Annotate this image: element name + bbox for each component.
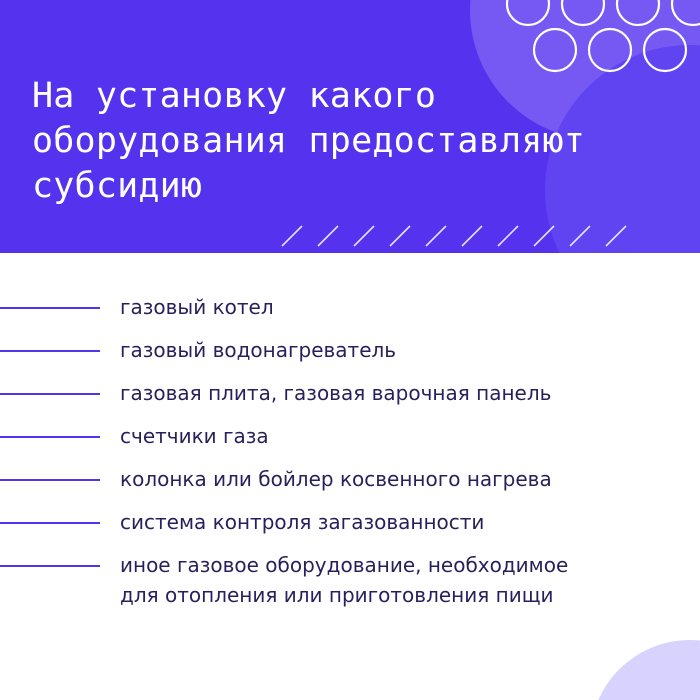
list-item-label: газовый водонагреватель xyxy=(120,338,397,362)
list-item-label: колонка или бойлер косвенного нагрева xyxy=(120,467,552,491)
decor-bottom-circle xyxy=(590,640,700,700)
list-item-label: система контроля загазованности xyxy=(120,510,485,534)
title-line-1: На установку какого xyxy=(32,76,437,116)
list-item-label-line-2: для отопления или приготовления пищи xyxy=(120,583,554,607)
list-item-label: газовый котел xyxy=(120,295,274,319)
title-line-2: оборудования предоставляют xyxy=(32,121,586,161)
list-item-label-line-1: иное газовое оборудование, необходимое xyxy=(120,553,569,577)
list-item-label: газовая плита, газовая варочная панель xyxy=(120,381,552,405)
title-line-3: субсидию xyxy=(32,166,203,206)
list-item-label: счетчики газа xyxy=(120,424,269,448)
